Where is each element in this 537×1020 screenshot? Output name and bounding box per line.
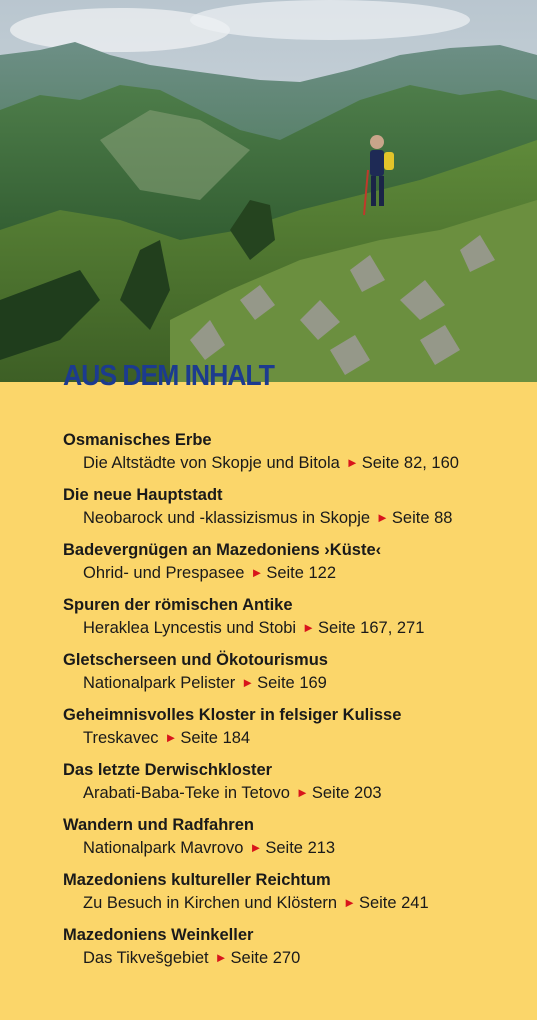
entry-title: Die neue Hauptstadt — [63, 486, 223, 504]
entry-title: Das letzte Derwischkloster — [63, 761, 273, 779]
entry-title: Mazedoniens kultureller Reichtum — [63, 871, 331, 889]
entry-subtitle-text: Nationalpark Pelister — [83, 674, 236, 692]
list-item — [63, 705, 533, 760]
arrow-right-icon: ► — [295, 785, 309, 800]
entry-subtitle-text: Heraklea Lyncestis und Stobi — [83, 619, 297, 637]
entry-subtitle-text: Ohrid- und Prespasee — [83, 564, 245, 582]
list-item — [63, 925, 533, 980]
entry-subtitle — [63, 561, 533, 586]
list-item — [63, 870, 533, 925]
list-item — [63, 815, 533, 870]
arrow-right-icon: ► — [250, 565, 264, 580]
arrow-right-icon: ► — [343, 895, 356, 910]
entry-page: Seite 270 — [230, 949, 301, 967]
entry-title: Mazedoniens Weinkeller — [63, 926, 254, 944]
entry-subtitle-text: Arabati-Baba-Teke in Tetovo — [83, 784, 290, 802]
entry-subtitle-text: Nationalpark Mavrovo — [83, 839, 244, 857]
entry-subtitle-text: Neobarock und -klassizismus in Skopje — [83, 509, 371, 527]
list-item — [63, 540, 533, 595]
entry-title: Gletscherseen und Ökotourismus — [63, 651, 328, 669]
entry-subtitle — [63, 836, 533, 861]
entry-title: Geheimnisvolles Kloster in felsiger Kulisse — [63, 706, 402, 724]
contents-heading: AUS DEM INHALT — [63, 360, 274, 392]
contents-list — [63, 430, 533, 980]
entry-page: Seite 241 — [358, 894, 429, 912]
cover-photo — [0, 0, 537, 382]
entry-subtitle-text: Das Tikvešgebiet — [83, 949, 209, 967]
entry-page: Seite 184 — [180, 729, 251, 747]
arrow-right-icon: ► — [249, 840, 263, 855]
entry-subtitle — [63, 726, 533, 751]
arrow-right-icon: ► — [164, 730, 178, 745]
entry-page: Seite 122 — [266, 564, 337, 582]
entry-title: Spuren der römischen Antike — [63, 596, 293, 614]
entry-subtitle — [63, 451, 533, 476]
entry-subtitle — [63, 506, 533, 531]
arrow-right-icon: ► — [345, 455, 359, 470]
list-item — [63, 430, 533, 485]
entry-subtitle — [63, 891, 533, 916]
list-item — [63, 650, 533, 705]
entry-title: Badevergnügen an Mazedoniens ›Küste‹ — [63, 541, 382, 559]
entry-title: Osmanisches Erbe — [63, 431, 212, 449]
arrow-right-icon: ► — [241, 675, 255, 690]
mountain-landscape-image — [0, 0, 537, 382]
list-item — [63, 595, 533, 650]
entry-subtitle-text: Treskavec — [83, 729, 159, 747]
entry-title: Wandern und Radfahren — [63, 816, 254, 834]
arrow-right-icon: ► — [376, 510, 389, 525]
entry-page: Seite 88 — [391, 509, 453, 527]
entry-page: Seite 203 — [311, 784, 382, 802]
entry-subtitle — [63, 781, 533, 806]
entry-page: Seite 169 — [257, 674, 327, 692]
list-item — [63, 760, 533, 815]
entry-subtitle-text: Zu Besuch in Kirchen und Klöstern — [83, 894, 338, 912]
entry-subtitle — [63, 946, 533, 971]
entry-subtitle-text: Die Altstädte von Skopje und Bitola — [83, 454, 340, 472]
arrow-right-icon: ► — [302, 620, 315, 635]
entry-page: Seite 82, 160 — [361, 454, 459, 472]
entry-subtitle — [63, 616, 533, 641]
arrow-right-icon: ► — [214, 950, 228, 965]
entry-subtitle — [63, 671, 533, 696]
list-item — [63, 485, 533, 540]
entry-page: Seite 213 — [265, 839, 336, 857]
entry-page: Seite 167, 271 — [317, 619, 425, 637]
